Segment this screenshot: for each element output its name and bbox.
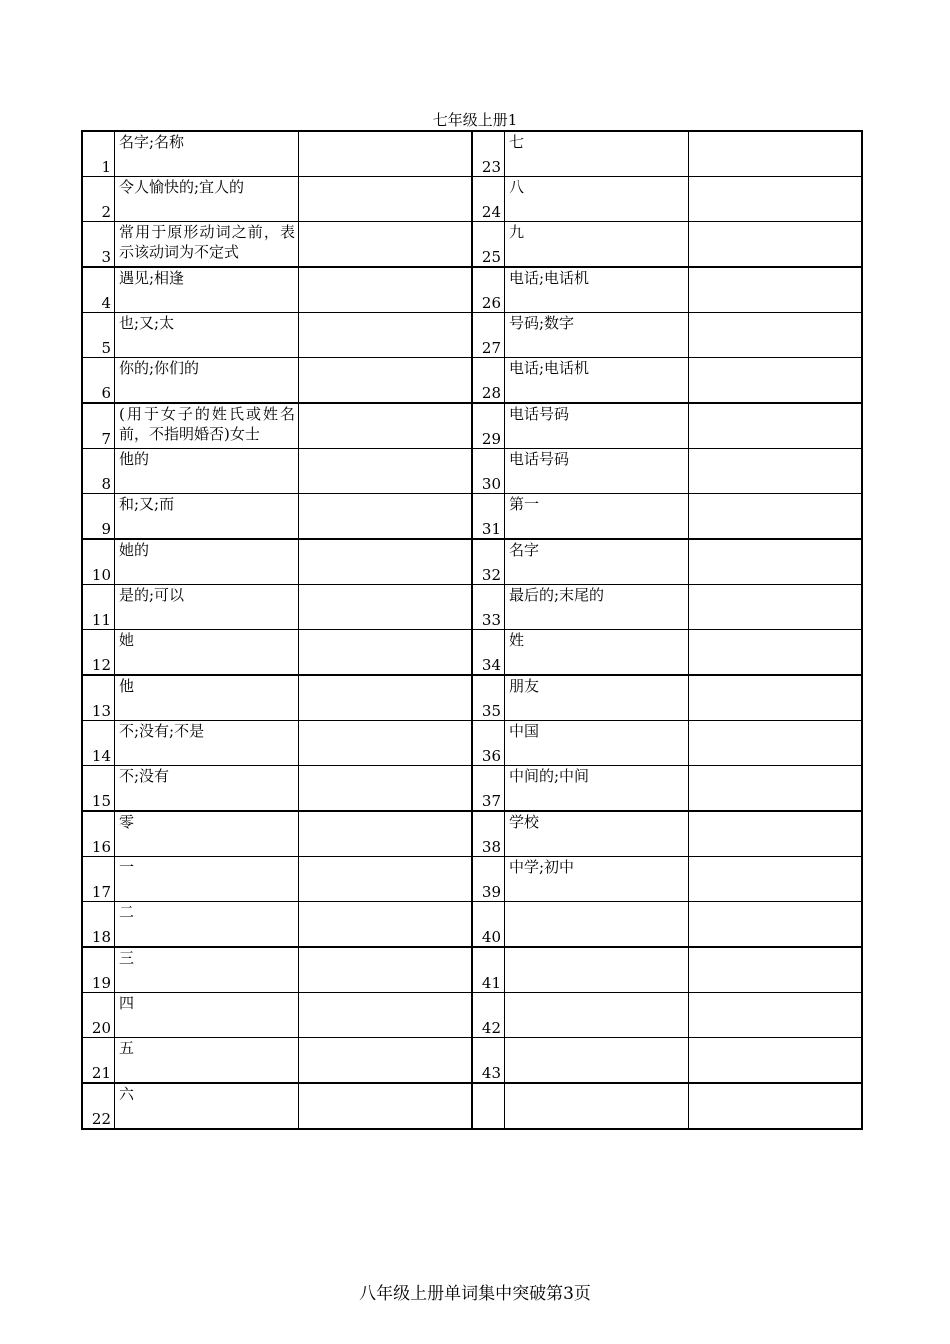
table-row bbox=[82, 1038, 862, 1084]
right-chinese-meaning bbox=[505, 494, 689, 540]
left-chinese-meaning-text: 一 bbox=[119, 858, 135, 876]
right-chinese-meaning bbox=[505, 902, 689, 948]
left-chinese-meaning-text: 你的;你们的 bbox=[119, 359, 200, 377]
right-row-number bbox=[472, 993, 505, 1038]
left-answer-cell[interactable] bbox=[299, 494, 473, 540]
left-row-number-text: 20 bbox=[91, 1019, 111, 1037]
left-row-number-text: 6 bbox=[101, 384, 111, 402]
right-answer-cell[interactable] bbox=[689, 131, 863, 177]
left-chinese-meaning-text: 也;又;太 bbox=[119, 314, 175, 332]
right-row-number bbox=[472, 449, 505, 494]
right-row-number-text: 23 bbox=[481, 158, 501, 176]
left-row-number-text: 15 bbox=[91, 792, 111, 810]
left-answer-cell[interactable] bbox=[299, 449, 473, 494]
table-row bbox=[82, 766, 862, 812]
left-row-number-text: 17 bbox=[91, 883, 111, 901]
left-row-number bbox=[82, 585, 115, 630]
right-row-number bbox=[472, 539, 505, 585]
table-row bbox=[82, 811, 862, 857]
left-chinese-meaning bbox=[115, 1038, 299, 1084]
table-row bbox=[82, 585, 862, 630]
left-chinese-meaning bbox=[115, 857, 299, 902]
left-answer-cell[interactable] bbox=[299, 1083, 473, 1129]
right-answer-cell[interactable] bbox=[689, 539, 863, 585]
right-chinese-meaning-text: 朋友 bbox=[509, 677, 540, 695]
vocabulary-table-body bbox=[82, 131, 862, 1129]
left-chinese-meaning bbox=[115, 494, 299, 540]
table-row bbox=[82, 721, 862, 766]
right-chinese-meaning-text: 九 bbox=[509, 223, 525, 241]
left-chinese-meaning bbox=[115, 222, 299, 268]
left-chinese-meaning-text: 她的 bbox=[119, 541, 150, 559]
right-answer-cell[interactable] bbox=[689, 630, 863, 676]
left-chinese-meaning bbox=[115, 902, 299, 948]
left-chinese-meaning bbox=[115, 630, 299, 676]
right-chinese-meaning bbox=[505, 313, 689, 358]
right-chinese-meaning-text: 电话;电话机 bbox=[509, 269, 590, 287]
right-answer-cell[interactable] bbox=[689, 1038, 863, 1084]
left-chinese-meaning bbox=[115, 1083, 299, 1129]
right-chinese-meaning bbox=[505, 766, 689, 812]
table-row bbox=[82, 902, 862, 948]
left-row-number-text: 18 bbox=[91, 928, 111, 946]
left-chinese-meaning bbox=[115, 993, 299, 1038]
right-chinese-meaning bbox=[505, 993, 689, 1038]
left-answer-cell[interactable] bbox=[299, 993, 473, 1038]
left-row-number-text: 19 bbox=[91, 974, 111, 992]
right-chinese-meaning bbox=[505, 539, 689, 585]
right-row-number bbox=[472, 222, 505, 268]
right-answer-cell[interactable] bbox=[689, 494, 863, 540]
left-row-number bbox=[82, 675, 115, 721]
left-row-number-text: 21 bbox=[91, 1064, 111, 1082]
left-chinese-meaning bbox=[115, 766, 299, 812]
left-chinese-meaning-text: 不;没有;不是 bbox=[119, 722, 205, 740]
left-chinese-meaning bbox=[115, 539, 299, 585]
left-row-number bbox=[82, 811, 115, 857]
left-chinese-meaning bbox=[115, 358, 299, 404]
right-chinese-meaning bbox=[505, 585, 689, 630]
right-answer-cell[interactable] bbox=[689, 857, 863, 902]
left-row-number bbox=[82, 766, 115, 812]
left-row-number-text: 2 bbox=[101, 203, 111, 221]
left-chinese-meaning bbox=[115, 177, 299, 222]
right-row-number-text: 25 bbox=[481, 248, 501, 266]
left-answer-cell[interactable] bbox=[299, 902, 473, 948]
left-chinese-meaning-text: 名字;名称 bbox=[119, 133, 185, 151]
left-chinese-meaning bbox=[115, 721, 299, 766]
right-chinese-meaning bbox=[505, 675, 689, 721]
left-answer-cell[interactable] bbox=[299, 358, 473, 404]
right-chinese-meaning bbox=[505, 358, 689, 404]
right-row-number bbox=[472, 857, 505, 902]
left-row-number bbox=[82, 539, 115, 585]
right-answer-cell[interactable] bbox=[689, 358, 863, 404]
left-answer-cell[interactable] bbox=[299, 721, 473, 766]
left-chinese-meaning bbox=[115, 811, 299, 857]
left-row-number bbox=[82, 313, 115, 358]
left-answer-cell[interactable] bbox=[299, 675, 473, 721]
table-row bbox=[82, 267, 862, 313]
right-row-number bbox=[472, 358, 505, 404]
right-row-number-text: 34 bbox=[481, 656, 501, 674]
left-row-number bbox=[82, 403, 115, 449]
left-chinese-meaning bbox=[115, 947, 299, 993]
left-row-number bbox=[82, 358, 115, 404]
right-row-number-text: 29 bbox=[481, 430, 501, 448]
table-row bbox=[82, 857, 862, 902]
right-row-number-text: 31 bbox=[481, 520, 501, 538]
right-chinese-meaning-text: 学校 bbox=[509, 813, 540, 831]
left-row-number bbox=[82, 177, 115, 222]
right-chinese-meaning bbox=[505, 222, 689, 268]
left-chinese-meaning-text: 五 bbox=[119, 1039, 135, 1057]
right-row-number-text: 24 bbox=[481, 203, 501, 221]
right-chinese-meaning-text: 号码;数字 bbox=[509, 314, 575, 332]
right-row-number-text: 26 bbox=[481, 294, 501, 312]
right-row-number-text: 37 bbox=[481, 792, 501, 810]
right-row-number bbox=[472, 494, 505, 540]
right-chinese-meaning-text: 名字 bbox=[509, 541, 540, 559]
left-answer-cell[interactable] bbox=[299, 403, 473, 449]
right-row-number bbox=[472, 1038, 505, 1084]
right-row-number bbox=[472, 630, 505, 676]
left-row-number-text: 1 bbox=[101, 158, 111, 176]
right-chinese-meaning bbox=[505, 630, 689, 676]
left-chinese-meaning-text: 令人愉快的;宜人的 bbox=[119, 178, 245, 196]
left-chinese-meaning-text: 常用于原形动词之前，表示该动词为不定式 bbox=[119, 223, 295, 261]
right-chinese-meaning bbox=[505, 177, 689, 222]
right-row-number-text: 32 bbox=[481, 566, 501, 584]
table-row bbox=[82, 494, 862, 540]
sheet-title: 七年级上册1 bbox=[432, 111, 518, 129]
right-chinese-meaning bbox=[505, 403, 689, 449]
table-row bbox=[82, 993, 862, 1038]
left-row-number bbox=[82, 131, 115, 177]
left-chinese-meaning bbox=[115, 313, 299, 358]
left-answer-cell[interactable] bbox=[299, 630, 473, 676]
right-row-number bbox=[472, 177, 505, 222]
left-chinese-meaning-text: 是的;可以 bbox=[119, 586, 185, 604]
left-row-number bbox=[82, 222, 115, 268]
right-chinese-meaning-text: 电话;电话机 bbox=[509, 359, 590, 377]
right-chinese-meaning-text: 中间的;中间 bbox=[509, 767, 590, 785]
right-row-number bbox=[472, 131, 505, 177]
right-row-number-text: 43 bbox=[481, 1064, 501, 1082]
table-row bbox=[82, 947, 862, 993]
right-answer-cell[interactable] bbox=[689, 721, 863, 766]
right-chinese-meaning-text: 姓 bbox=[509, 631, 525, 649]
left-chinese-meaning bbox=[115, 675, 299, 721]
table-row bbox=[82, 1083, 862, 1129]
left-chinese-meaning-text: 零 bbox=[119, 813, 135, 831]
table-row bbox=[82, 358, 862, 404]
left-row-number-text: 22 bbox=[91, 1110, 111, 1128]
left-answer-cell[interactable] bbox=[299, 1038, 473, 1084]
right-chinese-meaning-text: 最后的;末尾的 bbox=[509, 586, 605, 604]
left-row-number-text: 14 bbox=[91, 747, 111, 765]
left-chinese-meaning-text: (用于女子的姓氏或姓名前，不指明婚否)女士 bbox=[119, 405, 295, 443]
page-footer: 八年级上册单词集中突破第3页 bbox=[359, 1284, 591, 1304]
left-answer-cell[interactable] bbox=[299, 585, 473, 630]
left-chinese-meaning-text: 二 bbox=[119, 903, 135, 921]
table-row bbox=[82, 177, 862, 222]
right-answer-cell[interactable] bbox=[689, 675, 863, 721]
table-row bbox=[82, 222, 862, 268]
table-row bbox=[82, 539, 862, 585]
left-chinese-meaning-text: 他的 bbox=[119, 450, 150, 468]
left-row-number bbox=[82, 267, 115, 313]
right-answer-cell[interactable] bbox=[689, 811, 863, 857]
right-row-number bbox=[472, 675, 505, 721]
table-row bbox=[82, 313, 862, 358]
right-chinese-meaning bbox=[505, 857, 689, 902]
left-row-number bbox=[82, 494, 115, 540]
left-row-number-text: 5 bbox=[101, 339, 111, 357]
left-answer-cell[interactable] bbox=[299, 857, 473, 902]
left-chinese-meaning bbox=[115, 585, 299, 630]
right-answer-cell[interactable] bbox=[689, 449, 863, 494]
right-chinese-meaning-text: 电话号码 bbox=[509, 405, 570, 423]
right-chinese-meaning bbox=[505, 131, 689, 177]
left-chinese-meaning-text: 不;没有 bbox=[119, 767, 170, 785]
right-answer-cell[interactable] bbox=[689, 267, 863, 313]
left-chinese-meaning-text: 遇见;相逢 bbox=[119, 269, 185, 287]
right-row-number-text: 28 bbox=[481, 384, 501, 402]
table-row bbox=[82, 630, 862, 676]
left-row-number-text: 16 bbox=[91, 838, 111, 856]
right-chinese-meaning bbox=[505, 1083, 689, 1129]
right-row-number-text: 39 bbox=[481, 883, 501, 901]
right-chinese-meaning bbox=[505, 811, 689, 857]
right-chinese-meaning-text: 中学;初中 bbox=[509, 858, 575, 876]
right-chinese-meaning-text: 七 bbox=[509, 133, 525, 151]
right-row-number bbox=[472, 1083, 505, 1129]
left-row-number-text: 4 bbox=[101, 294, 111, 312]
left-chinese-meaning bbox=[115, 131, 299, 177]
right-row-number bbox=[472, 947, 505, 993]
left-chinese-meaning-text: 他 bbox=[119, 677, 135, 695]
left-row-number-text: 11 bbox=[91, 611, 111, 629]
right-chinese-meaning bbox=[505, 267, 689, 313]
left-chinese-meaning-text: 六 bbox=[119, 1085, 135, 1103]
right-chinese-meaning bbox=[505, 721, 689, 766]
left-chinese-meaning bbox=[115, 449, 299, 494]
right-answer-cell[interactable] bbox=[689, 222, 863, 268]
left-row-number-text: 7 bbox=[101, 430, 111, 448]
left-row-number-text: 3 bbox=[101, 248, 111, 266]
left-answer-cell[interactable] bbox=[299, 177, 473, 222]
left-answer-cell[interactable] bbox=[299, 131, 473, 177]
table-row bbox=[82, 131, 862, 177]
right-row-number bbox=[472, 902, 505, 948]
right-chinese-meaning-text: 电话号码 bbox=[509, 450, 570, 468]
right-answer-cell[interactable] bbox=[689, 1083, 863, 1129]
right-row-number bbox=[472, 811, 505, 857]
right-row-number bbox=[472, 721, 505, 766]
left-chinese-meaning bbox=[115, 267, 299, 313]
right-answer-cell[interactable] bbox=[689, 993, 863, 1038]
left-row-number-text: 10 bbox=[91, 566, 111, 584]
vocabulary-table bbox=[81, 130, 863, 1130]
right-row-number bbox=[472, 403, 505, 449]
left-row-number bbox=[82, 902, 115, 948]
table-row bbox=[82, 675, 862, 721]
right-row-number-text: 38 bbox=[481, 838, 501, 856]
left-row-number bbox=[82, 857, 115, 902]
left-answer-cell[interactable] bbox=[299, 947, 473, 993]
right-row-number-text: 35 bbox=[481, 702, 501, 720]
left-row-number bbox=[82, 630, 115, 676]
right-chinese-meaning bbox=[505, 1038, 689, 1084]
right-chinese-meaning bbox=[505, 449, 689, 494]
right-row-number-text: 33 bbox=[481, 611, 501, 629]
right-row-number bbox=[472, 766, 505, 812]
right-answer-cell[interactable] bbox=[689, 403, 863, 449]
right-chinese-meaning-text: 第一 bbox=[509, 495, 540, 513]
left-row-number bbox=[82, 449, 115, 494]
left-chinese-meaning bbox=[115, 403, 299, 449]
right-row-number-text: 36 bbox=[481, 747, 501, 765]
left-answer-cell[interactable] bbox=[299, 267, 473, 313]
left-row-number bbox=[82, 993, 115, 1038]
right-answer-cell[interactable] bbox=[689, 177, 863, 222]
left-row-number bbox=[82, 721, 115, 766]
right-chinese-meaning-text: 中国 bbox=[509, 722, 540, 740]
right-answer-cell[interactable] bbox=[689, 902, 863, 948]
right-chinese-meaning-text: 八 bbox=[509, 178, 525, 196]
table-row bbox=[82, 403, 862, 449]
left-chinese-meaning-text: 她 bbox=[119, 631, 135, 649]
right-answer-cell[interactable] bbox=[689, 585, 863, 630]
right-answer-cell[interactable] bbox=[689, 766, 863, 812]
left-answer-cell[interactable] bbox=[299, 222, 473, 268]
left-answer-cell[interactable] bbox=[299, 766, 473, 812]
right-row-number bbox=[472, 313, 505, 358]
right-row-number-text: 41 bbox=[481, 974, 501, 992]
right-row-number-text: 40 bbox=[481, 928, 501, 946]
right-answer-cell[interactable] bbox=[689, 313, 863, 358]
right-row-number-text: 27 bbox=[481, 339, 501, 357]
left-row-number-text: 13 bbox=[91, 702, 111, 720]
left-chinese-meaning-text: 四 bbox=[119, 994, 135, 1012]
left-row-number bbox=[82, 1038, 115, 1084]
left-answer-cell[interactable] bbox=[299, 539, 473, 585]
left-row-number-text: 12 bbox=[91, 656, 111, 674]
right-row-number-text: 42 bbox=[481, 1019, 501, 1037]
left-row-number bbox=[82, 1083, 115, 1129]
right-answer-cell[interactable] bbox=[689, 947, 863, 993]
left-chinese-meaning-text: 和;又;而 bbox=[119, 495, 175, 513]
left-row-number bbox=[82, 947, 115, 993]
left-answer-cell[interactable] bbox=[299, 313, 473, 358]
left-answer-cell[interactable] bbox=[299, 811, 473, 857]
right-row-number bbox=[472, 267, 505, 313]
left-chinese-meaning-text: 三 bbox=[119, 949, 135, 967]
left-row-number-text: 8 bbox=[101, 475, 111, 493]
table-row bbox=[82, 449, 862, 494]
right-chinese-meaning bbox=[505, 947, 689, 993]
right-row-number bbox=[472, 585, 505, 630]
left-row-number-text: 9 bbox=[101, 520, 111, 538]
right-row-number-text: 30 bbox=[481, 475, 501, 493]
